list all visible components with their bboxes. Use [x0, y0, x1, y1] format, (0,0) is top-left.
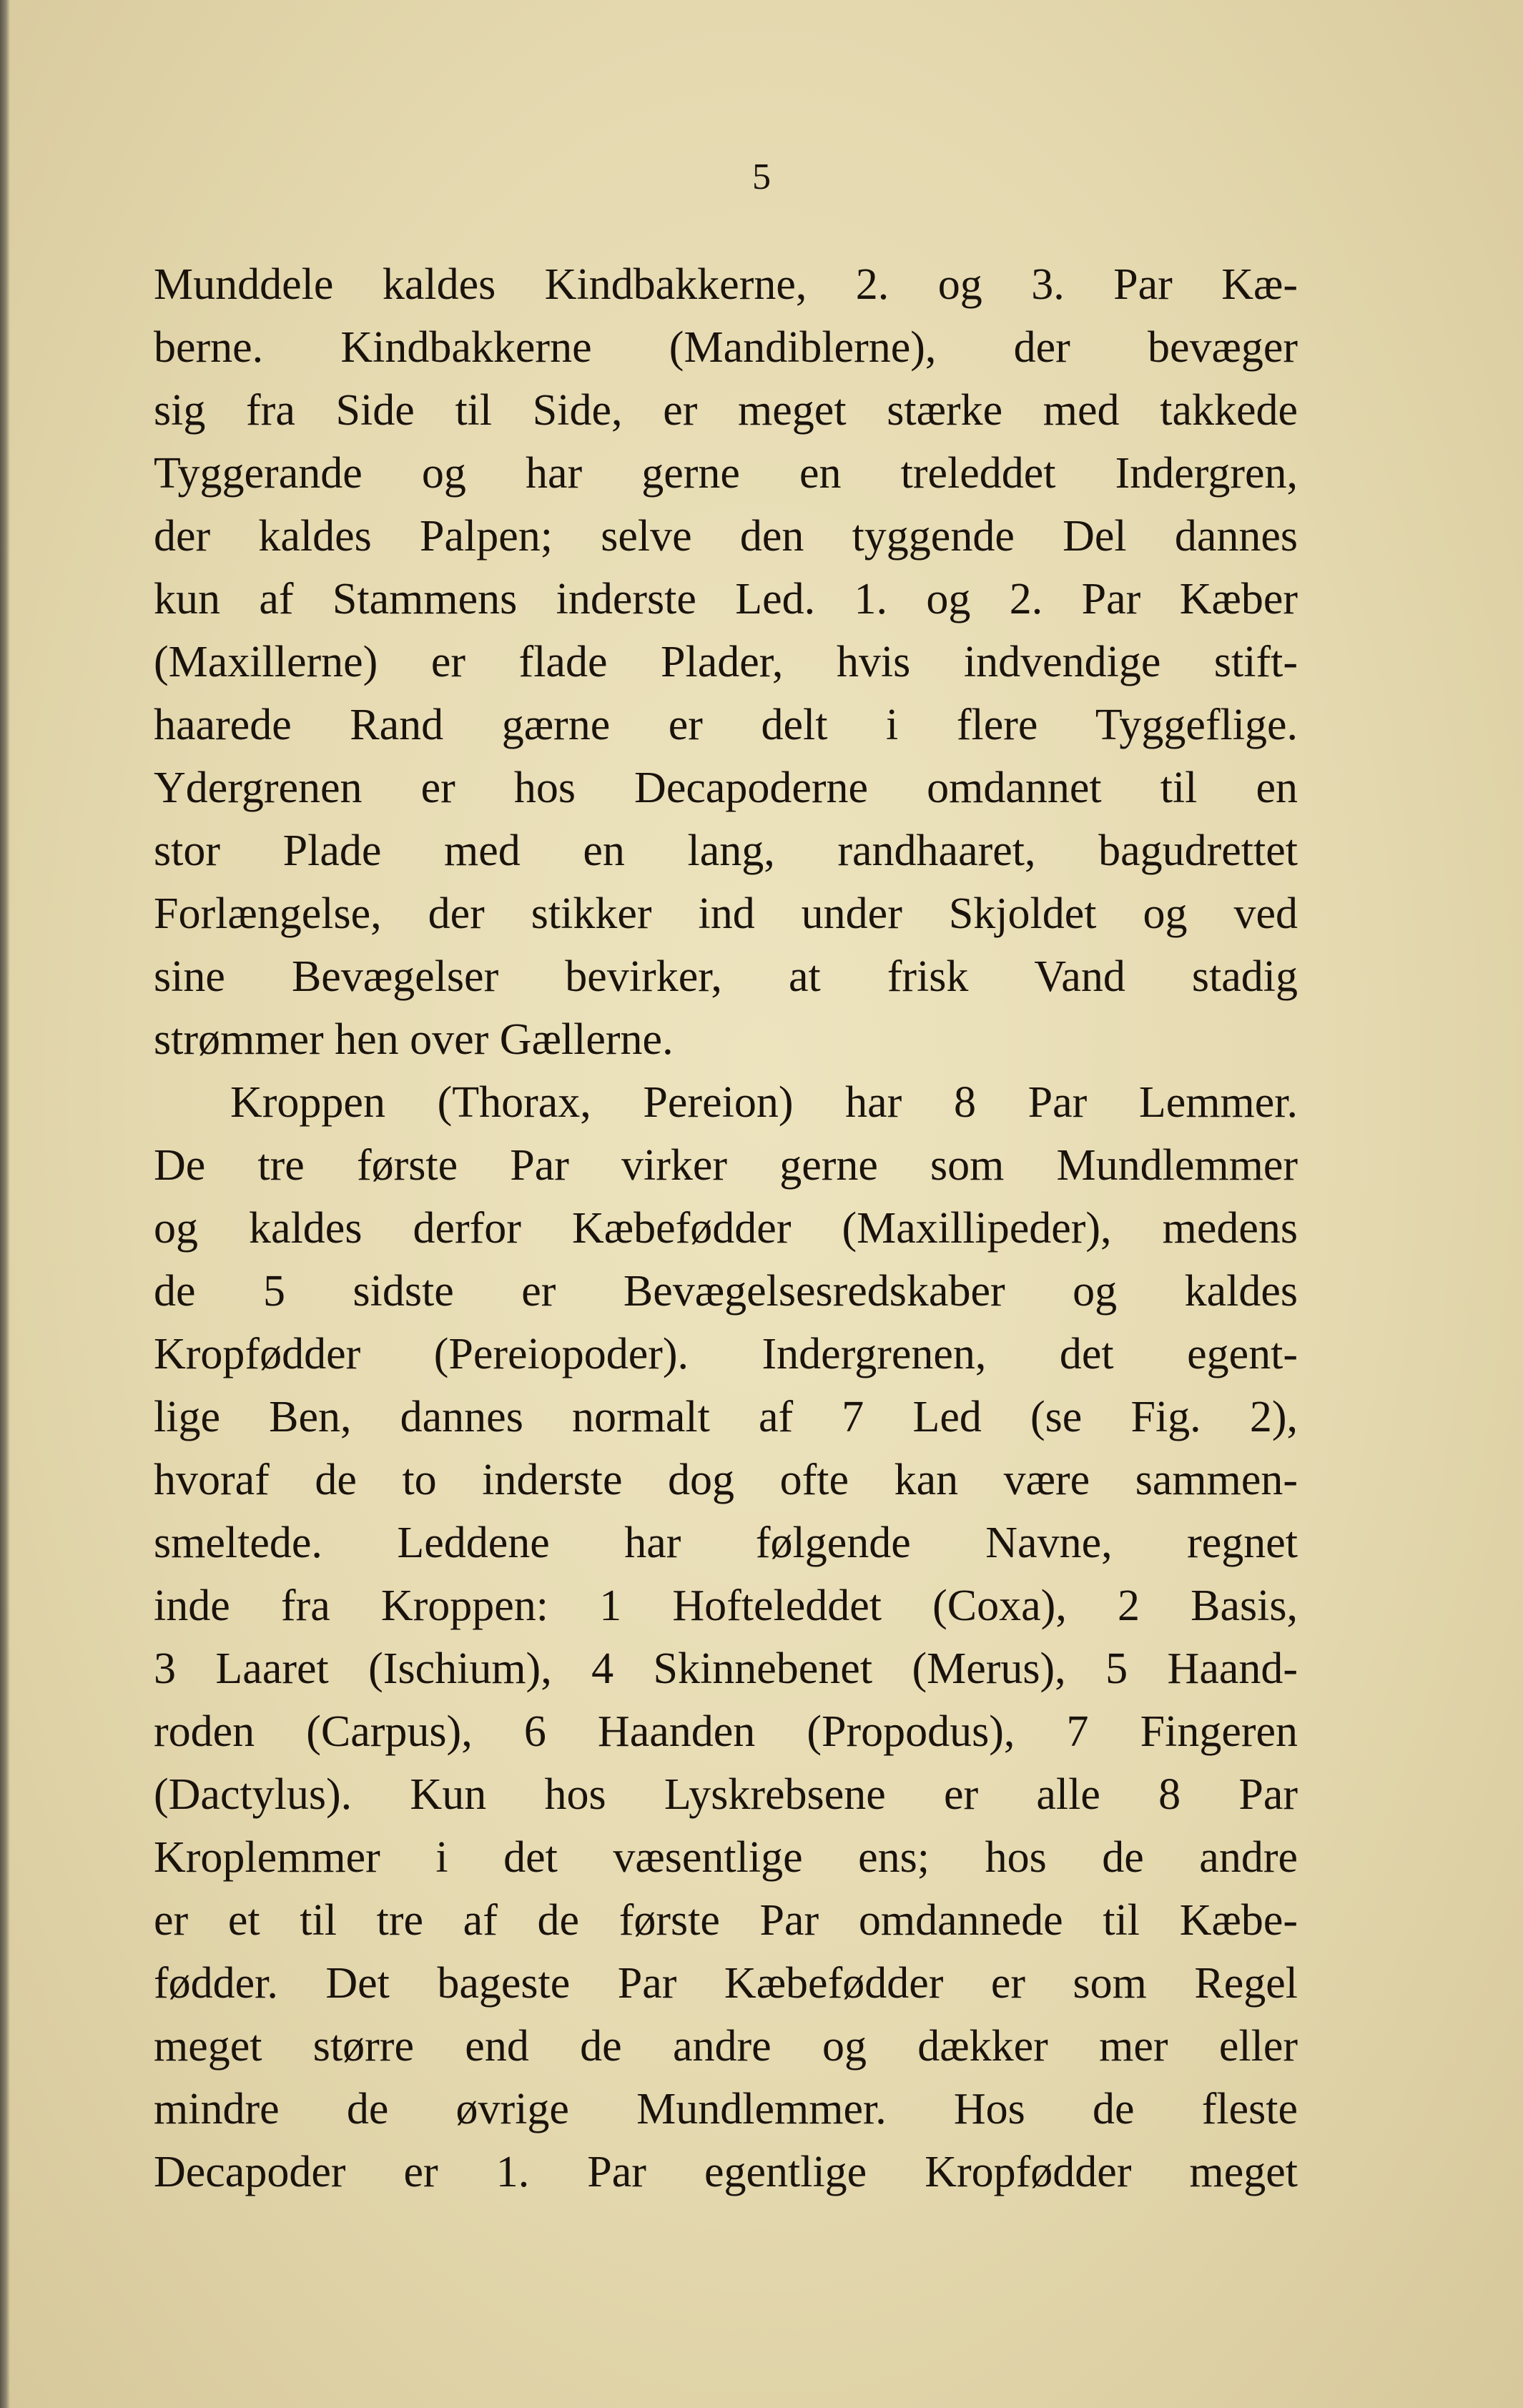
page-binding-edge [0, 0, 10, 2408]
text-line: (Maxillerne) er flade Plader, hvis indvendige stift- [154, 638, 1298, 686]
text-line: der kaldes Palpen; selve den tyggende Del dannes [154, 512, 1298, 561]
text-line: Ydergrenen er hos Decapoderne omdannet til en [154, 764, 1298, 812]
text-line: Forlængelse, der stikker ind under Skjoldet og ved [154, 889, 1298, 938]
text-line: de 5 sidste er Bevægelsesredskaber og kaldes [154, 1267, 1298, 1316]
text-line: sine Bevægelser bevirker, at frisk Vand stadig [154, 952, 1298, 1001]
text-line: Munddele kaldes Kindbakkerne, 2. og 3. Par Kæ- [154, 260, 1298, 309]
page-number: 5 [752, 157, 771, 197]
text-line: er et til tre af de første Par omdannede til Kæbe- [154, 1896, 1298, 1945]
text-line: kun af Stammens inderste Led. 1. og 2. Par Kæber [154, 575, 1298, 623]
text-line: inde fra Kroppen: 1 Hofteleddet (Coxa), 2 Basis, [154, 1582, 1298, 1630]
text-line: stor Plade med en lang, randhaaret, bagudrettet [154, 826, 1298, 875]
text-line: haarede Rand gærne er delt i flere Tyggeflige. [154, 701, 1298, 749]
text-line: Decapoder er 1. Par egentlige Kropfødder meget [154, 2148, 1298, 2196]
text-line: (Dactylus). Kun hos Lyskrebsene er alle 8 Par [154, 1770, 1298, 1819]
text-line: strømmer hen over Gællerne. [154, 1015, 674, 1064]
text-line: De tre første Par virker gerne som Mundlemmer [154, 1141, 1298, 1190]
text-line: Kroplemmer i det væsentlige ens; hos de andre [154, 1833, 1298, 1882]
text-line: Kroppen (Thorax, Pereion) har 8 Par Lemmer. [230, 1078, 1298, 1127]
text-line: Kropfødder (Pereiopoder). Indergrenen, det egent- [154, 1330, 1298, 1378]
text-line: roden (Carpus), 6 Haanden (Propodus), 7 Fingeren [154, 1707, 1298, 1756]
paragraph [154, 253, 1298, 1071]
text-line: smeltede. Leddene har følgende Navne, regnet [154, 1519, 1298, 1567]
text-line: mindre de øvrige Mundlemmer. Hos de fleste [154, 2085, 1298, 2133]
text-line: Tyggerande og har gerne en treleddet Indergren, [154, 449, 1298, 498]
text-line: berne. Kindbakkerne (Mandiblerne), der bevæger [154, 323, 1298, 372]
text-line: meget større end de andre og dækker mer eller [154, 2022, 1298, 2071]
text-line: lige Ben, dannes normalt af 7 Led (se Fig. 2), [154, 1393, 1298, 1441]
text-line: fødder. Det bageste Par Kæbefødder er som Regel [154, 1959, 1298, 2008]
text-line: sig fra Side til Side, er meget stærke med takkede [154, 386, 1298, 435]
body-text [154, 253, 1298, 2204]
paragraph [154, 1071, 1298, 2204]
text-line: hvoraf de to inderste dog ofte kan være sammen- [154, 1456, 1298, 1504]
text-line: og kaldes derfor Kæbefødder (Maxillipeder), medens [154, 1204, 1298, 1253]
text-line: 3 Laaret (Ischium), 4 Skinnebenet (Merus), 5 Haand- [154, 1644, 1298, 1693]
